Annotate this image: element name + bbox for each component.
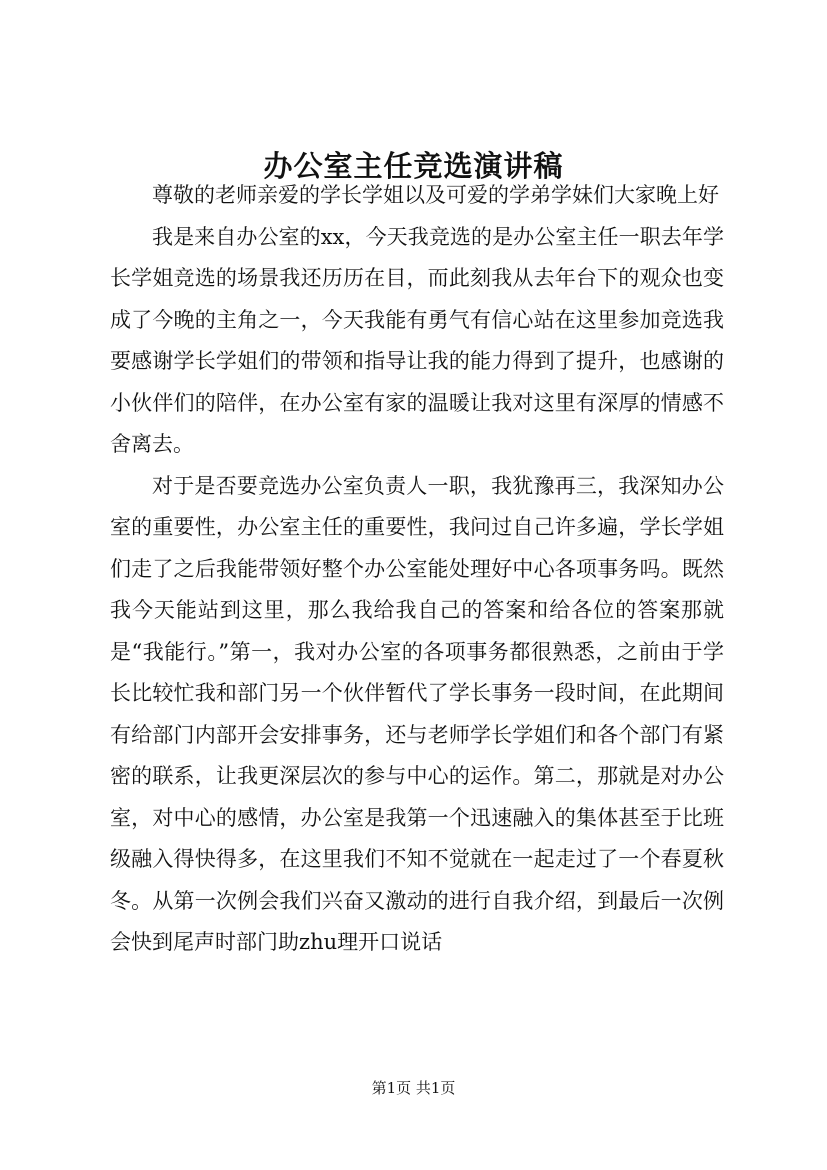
document-title: 办公室主任竞选演讲稿: [263, 149, 564, 183]
paragraph-reasons: 对于是否要竞选办公室负责人一职，我犹豫再三，我深知办公室的重要性，办公室主任的重要性，我问过自己许多遍，学长学姐们走了之后我能带领好整个办公室能处理好中心各项事务吗。既然我今天能站到这里，那么我给我自己的答案和给各位的答案那就是“我能行。”第一，我对办公室的各项事务都很熟悉，之前由于学长比较忙我和部门另一个伙伴暂代了学长事务一段时间，在此期间有给部门内部开会安排事务，还与老师学长学姐们和各个部门有紧密的联系，让我更深层次的参与中心的运作。第二，那就是对办公室，对中心的感情，办公室是我第一个迅速融入的集体甚至于比班级融入得快得多，在这里我们不知不觉就在一起走过了一个春夏秋冬。从第一次例会我们兴奋又激动的进行自我介绍，到最后一次例会快到尾声时部门助zhu理开口说话: [110, 473, 724, 954]
document-body: [110, 175, 724, 964]
page-footer: 第1页 共1页: [371, 1079, 456, 1097]
paragraph-greeting: 尊敬的老师亲爱的学长学姐以及可爱的学弟学妹们大家晚上好: [152, 183, 719, 207]
paragraph-introduction: 我是来自办公室的xx，今天我竞选的是办公室主任一职去年学长学姐竞选的场景我还历历在目，而此刻我从去年台下的观众也变成了今晚的主角之一，今天我能有勇气有信心站在这里参加竞选我要感谢学长学姐们的带领和指导让我的能力得到了提升，也感谢的小伙伴们的陪伴，在办公室有家的温暖让我对这里有深厚的情感不舍离去。: [110, 224, 724, 456]
